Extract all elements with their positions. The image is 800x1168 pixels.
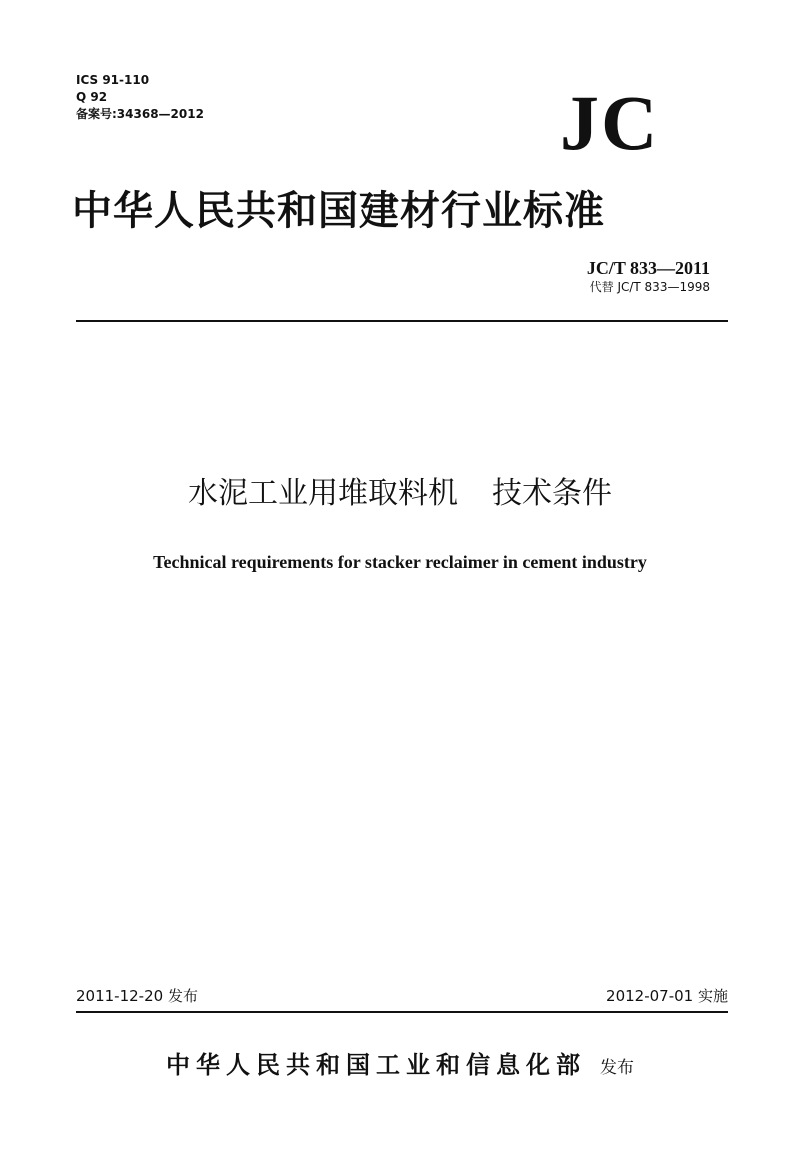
document-title-en: Technical requirements for stacker reclaimer in cement industry xyxy=(153,552,647,572)
publisher-line xyxy=(0,1050,800,1083)
filing-number: 备案号:34368—2012 xyxy=(76,107,204,121)
metadata-block xyxy=(76,72,204,123)
publisher-org: 中华人民共和国工业和信息化部 xyxy=(166,1050,586,1079)
ccs-code: Q 92 xyxy=(76,90,108,104)
issue-date: 2011-12-20 发布 xyxy=(76,987,198,1005)
document-title-cn-part2: 技术条件 xyxy=(492,476,612,511)
replaces-standard: 代替 JC/T 833—1998 xyxy=(589,280,710,294)
effective-date: 2012-07-01 实施 xyxy=(606,987,728,1005)
jc-logo: JC xyxy=(560,79,660,166)
document-title-cn xyxy=(0,474,800,514)
ics-code: ICS 91-110 xyxy=(76,73,150,87)
standard-number: JC/T 833—2011 xyxy=(586,258,710,278)
document-title-cn-part1: 水泥工业用堆取料机 xyxy=(188,476,458,511)
bottom-divider xyxy=(76,1011,728,1013)
top-divider xyxy=(76,320,728,322)
standard-category-title: 中华人民共和国建材行业标准 xyxy=(72,187,605,234)
publisher-action: 发布 xyxy=(600,1058,634,1078)
